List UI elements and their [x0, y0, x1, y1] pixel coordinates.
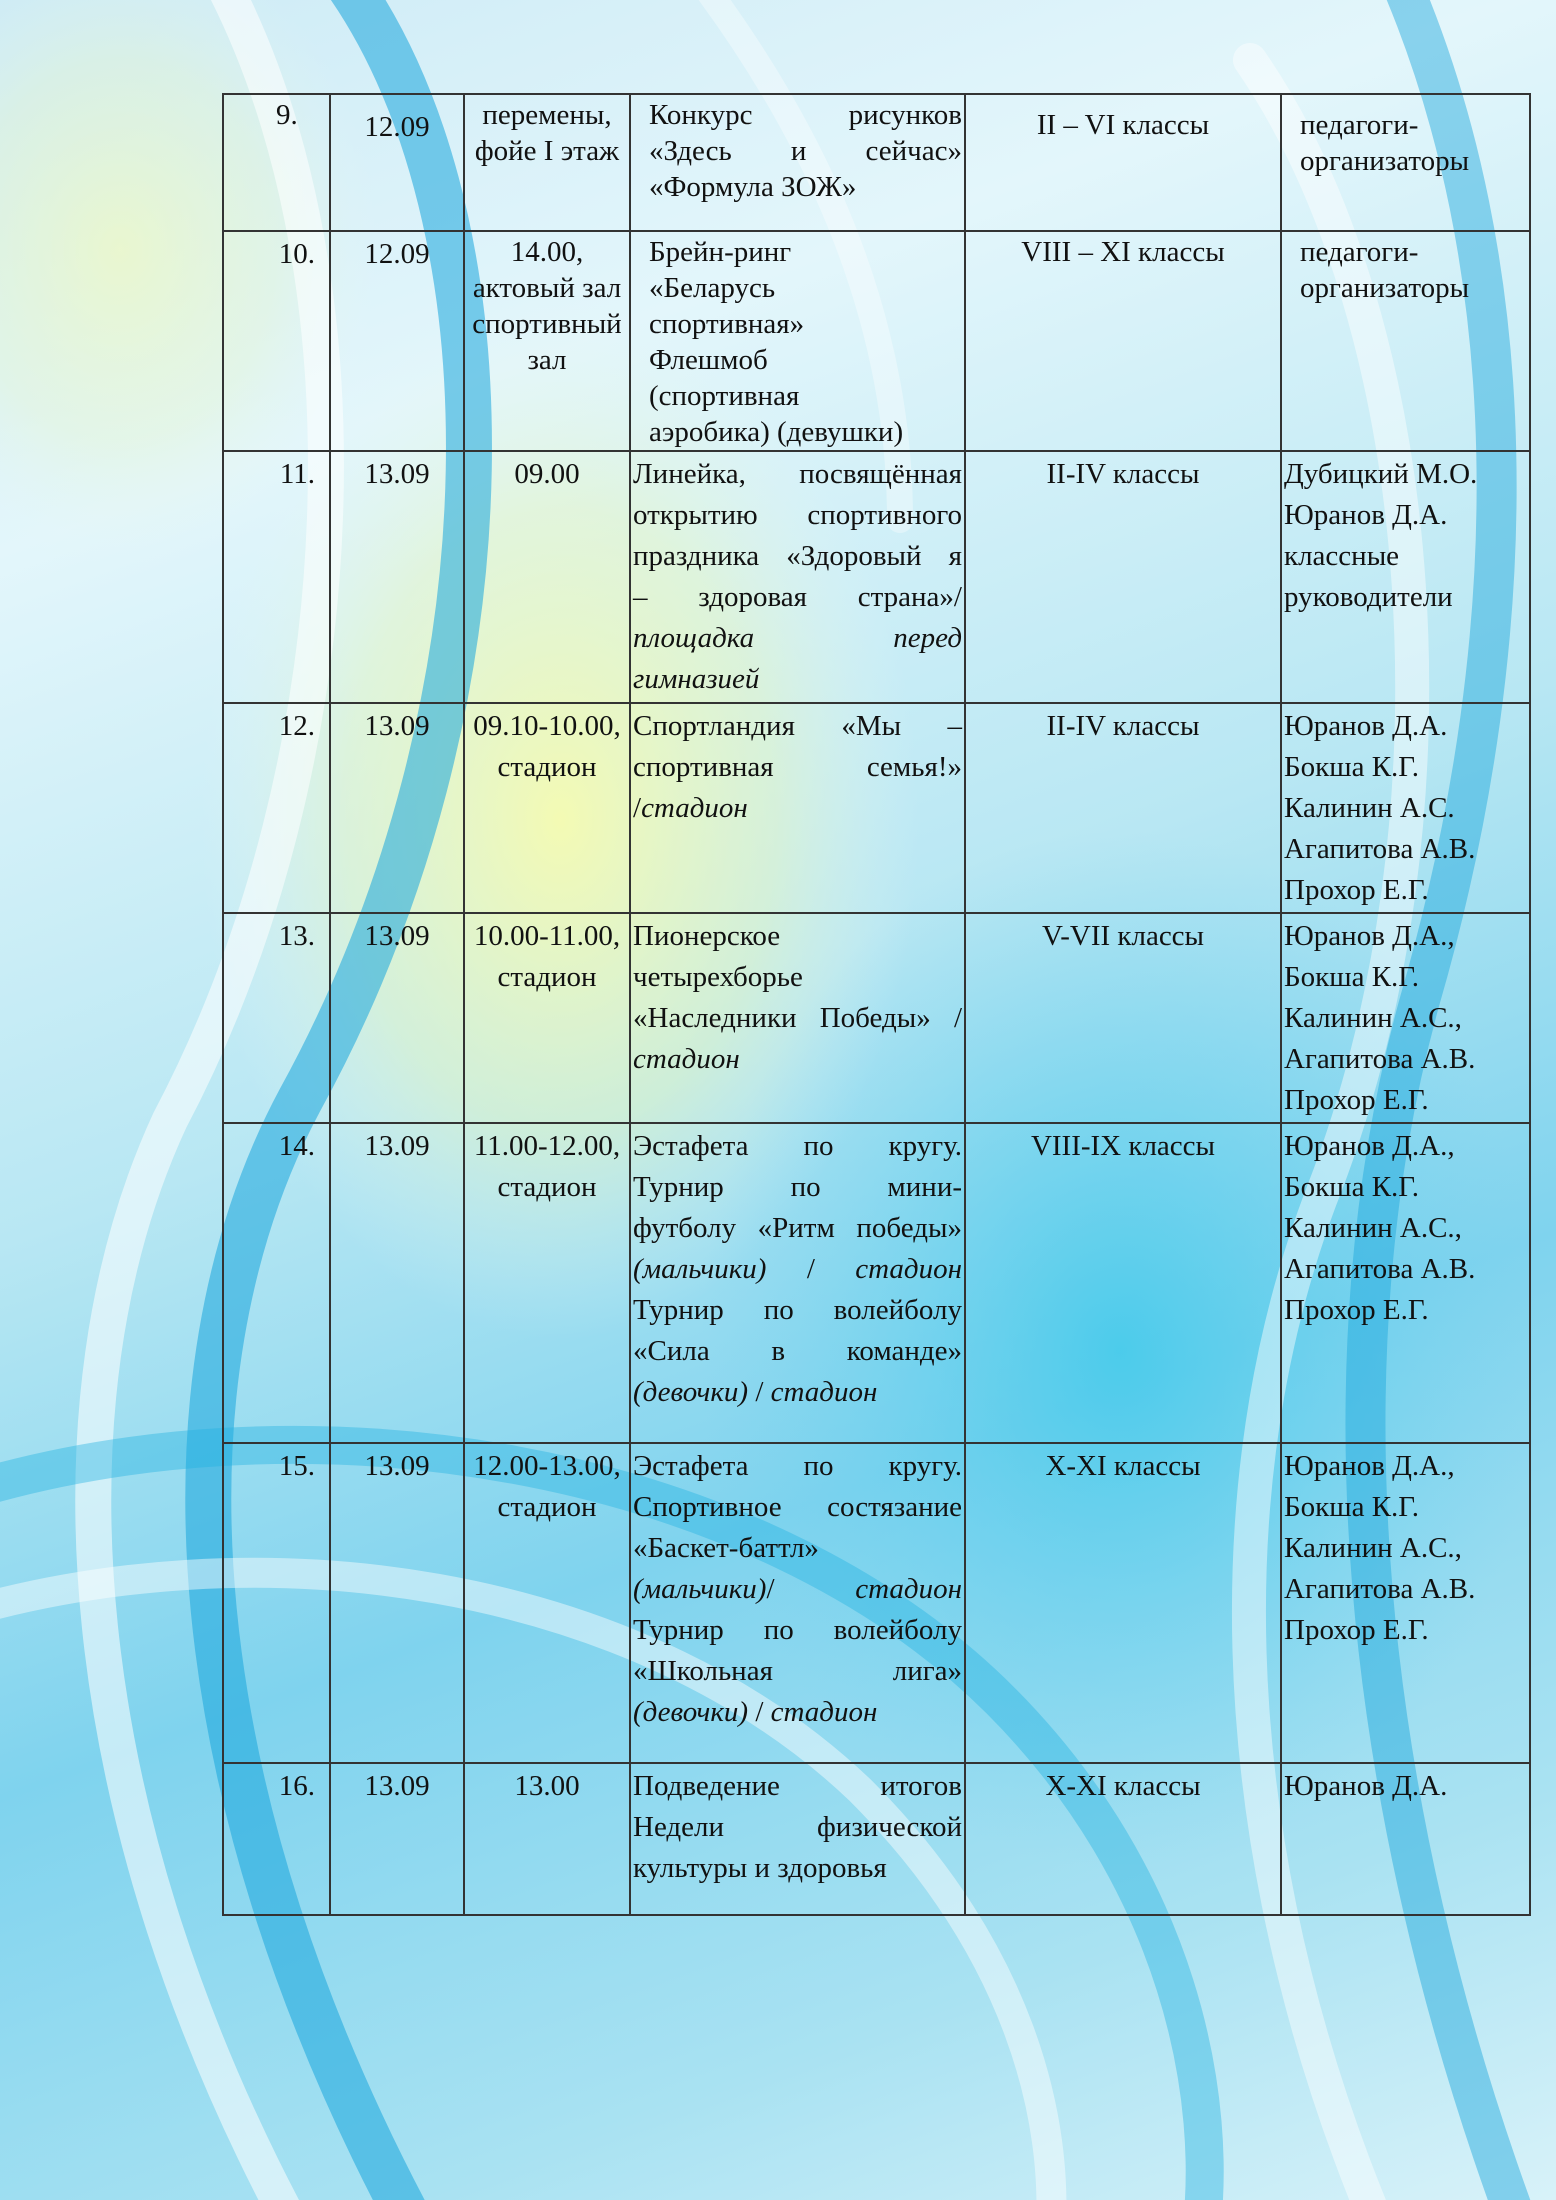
- event-line: [633, 1446, 962, 1487]
- responsible-line: Бокша К.Г.: [1284, 1171, 1420, 1203]
- event-line: [649, 306, 962, 342]
- table-row: [223, 231, 1530, 451]
- event-line: [649, 270, 962, 306]
- responsible-line: Прохор Е.Г.: [1284, 874, 1429, 906]
- responsible-line: Калинин А.С.,: [1284, 1212, 1462, 1244]
- event-line: [633, 454, 962, 495]
- target-classes: X-XI классы: [965, 1443, 1281, 1763]
- responsible-line: Агапитова А.В.: [1284, 833, 1476, 865]
- event-line: [633, 1290, 962, 1331]
- responsible-persons: [1281, 451, 1530, 703]
- event-text: /: [766, 1253, 856, 1285]
- event-line: [633, 1848, 962, 1889]
- event-text: Флешмоб: [649, 344, 768, 376]
- event-text: Турнир по мини-: [633, 1171, 962, 1203]
- event-text: «Сила в команде»: [633, 1335, 962, 1367]
- event-time-place: [464, 94, 630, 231]
- time-place-line: 09.00: [514, 458, 580, 490]
- responsible-line: Юранов Д.А.: [1284, 710, 1448, 742]
- event-description: [630, 231, 965, 451]
- event-line: [649, 342, 962, 378]
- event-text: Недели физической: [633, 1811, 962, 1843]
- event-line: [649, 97, 962, 133]
- event-text: стадион: [641, 792, 748, 824]
- event-description: [630, 1763, 965, 1915]
- responsible-line: Бокша К.Г.: [1284, 961, 1420, 993]
- responsible-line: Юранов Д.А.,: [1284, 920, 1455, 952]
- row-number: 11.: [223, 451, 330, 703]
- event-time-place: [464, 231, 630, 451]
- event-text: Брейн-ринг: [649, 236, 792, 268]
- event-text: Турнир по волейболу: [633, 1614, 962, 1646]
- time-place-line: стадион: [497, 751, 597, 783]
- event-text: открытию спортивного: [633, 499, 962, 531]
- target-classes: V-VII классы: [965, 913, 1281, 1123]
- time-place-line: стадион: [497, 1171, 597, 1203]
- event-text: стадион: [633, 1043, 740, 1075]
- event-text: Конкурс рисунков: [649, 99, 962, 131]
- responsible-persons: [1281, 231, 1530, 451]
- event-text: спортивная семья!»: [633, 751, 962, 783]
- event-text: праздника «Здоровый я: [633, 540, 962, 572]
- event-text: «Здесь и сейчас»: [649, 135, 962, 167]
- target-classes: II-IV классы: [965, 451, 1281, 703]
- event-description: [630, 703, 965, 913]
- responsible-line: Бокша К.Г.: [1284, 1491, 1420, 1523]
- event-line: [633, 706, 962, 747]
- event-text: (мальчики): [633, 1253, 767, 1285]
- row-number: 13.: [223, 913, 330, 1123]
- event-line: [633, 1569, 962, 1610]
- event-text: Пионерское: [633, 920, 781, 952]
- event-line: [633, 957, 962, 998]
- event-text: /: [748, 1376, 771, 1408]
- event-line: [633, 1331, 962, 1372]
- event-text: (спортивная: [649, 380, 800, 412]
- target-classes: II-IV классы: [965, 703, 1281, 913]
- table-body: [223, 94, 1530, 1915]
- event-time-place: [464, 451, 630, 703]
- event-time-place: [464, 1763, 630, 1915]
- responsible-line: организаторы: [1300, 272, 1470, 304]
- responsible-line: Прохор Е.Г.: [1284, 1084, 1429, 1116]
- event-time-place: [464, 913, 630, 1123]
- event-text: культуры и здоровья: [633, 1852, 887, 1884]
- event-text: (девочки): [633, 1376, 749, 1408]
- responsible-line: Прохор Е.Г.: [1284, 1294, 1429, 1326]
- responsible-line: педагоги-: [1300, 236, 1419, 268]
- table-row: [223, 451, 1530, 703]
- time-place-line: 11.00-12.00,: [473, 1130, 621, 1162]
- time-place-line: 13.00: [514, 1770, 580, 1802]
- event-text: (девочки): [633, 1696, 749, 1728]
- event-line: [649, 133, 962, 169]
- event-line: [633, 1167, 962, 1208]
- event-text: «Беларусь: [649, 272, 776, 304]
- table-row: [223, 94, 1530, 231]
- event-date: 13.09: [330, 703, 464, 913]
- responsible-line: Калинин А.С.,: [1284, 1002, 1462, 1034]
- event-text: Подведение итогов: [633, 1770, 962, 1802]
- event-line: [633, 495, 962, 536]
- responsible-line: классные: [1284, 540, 1400, 572]
- event-text: аэробика) (девушки): [649, 416, 904, 448]
- row-number: 12.: [223, 703, 330, 913]
- target-classes: X-XI классы: [965, 1763, 1281, 1915]
- event-text: спортивная»: [649, 308, 805, 340]
- event-time-place: [464, 703, 630, 913]
- time-place-line: 12.00-13.00,: [473, 1450, 621, 1482]
- event-text: «Наследники Победы» /: [633, 1002, 962, 1034]
- responsible-line: Бокша К.Г.: [1284, 751, 1420, 783]
- event-line: [633, 536, 962, 577]
- event-text: гимназией: [633, 663, 760, 695]
- time-place-line: стадион: [497, 961, 597, 993]
- event-text: четырехборье: [633, 961, 803, 993]
- target-classes: VIII – XI классы: [965, 231, 1281, 451]
- responsible-line: Юранов Д.А.: [1284, 499, 1448, 531]
- responsible-persons: [1281, 703, 1530, 913]
- responsible-line: Агапитова А.В.: [1284, 1573, 1476, 1605]
- event-description: [630, 913, 965, 1123]
- time-place-line: зал: [527, 344, 567, 376]
- event-line: [649, 378, 962, 414]
- event-line: [633, 747, 962, 788]
- event-date: 13.09: [330, 913, 464, 1123]
- time-place-line: перемены,: [482, 99, 612, 131]
- event-line: [649, 169, 962, 205]
- event-text: стадион: [855, 1573, 962, 1605]
- table-row: [223, 1123, 1530, 1443]
- event-description: [630, 1123, 965, 1443]
- event-line: [633, 1487, 962, 1528]
- event-line: [633, 916, 962, 957]
- table-row: [223, 913, 1530, 1123]
- responsible-line: педагоги-: [1300, 109, 1419, 141]
- table-row: [223, 703, 1530, 913]
- row-number: 10.: [223, 231, 330, 451]
- event-time-place: [464, 1443, 630, 1763]
- event-text: «Баскет-баттл»: [633, 1532, 819, 1564]
- event-text: стадион: [770, 1376, 878, 1408]
- event-line: [633, 1039, 962, 1080]
- time-place-line: 09.10-10.00,: [473, 710, 621, 742]
- event-text: «Школьная лига»: [633, 1655, 962, 1687]
- event-text: – здоровая страна»/: [633, 581, 962, 613]
- target-classes: II – VI классы: [965, 94, 1281, 231]
- event-text: «Формула ЗОЖ»: [649, 171, 857, 203]
- event-line: [633, 1651, 962, 1692]
- event-line: [633, 1528, 962, 1569]
- event-line: [633, 1807, 962, 1848]
- target-classes: VIII-IX классы: [965, 1123, 1281, 1443]
- event-text: Эстафета по кругу.: [633, 1450, 962, 1482]
- event-line: [633, 788, 962, 829]
- event-text: площадка перед: [633, 622, 962, 654]
- event-line: [633, 1249, 962, 1290]
- event-text: стадион: [855, 1253, 962, 1285]
- event-line: [633, 1692, 962, 1733]
- event-description: [630, 94, 965, 231]
- event-text: /: [766, 1573, 856, 1605]
- event-text: (мальчики): [633, 1573, 767, 1605]
- event-text: стадион: [770, 1696, 878, 1728]
- responsible-line: организаторы: [1300, 145, 1470, 177]
- event-text: Турнир по волейболу: [633, 1294, 962, 1326]
- responsible-persons: [1281, 94, 1530, 231]
- event-text: Спортивное состязание: [633, 1491, 962, 1523]
- event-date: 12.09: [330, 231, 464, 451]
- table-row: [223, 1763, 1530, 1915]
- event-line: [649, 414, 962, 450]
- event-text: футболу «Ритм победы»: [633, 1212, 962, 1244]
- event-line: [633, 659, 962, 700]
- row-number: 14.: [223, 1123, 330, 1443]
- event-text: /: [633, 792, 642, 824]
- responsible-line: руководители: [1284, 581, 1453, 613]
- event-text: Спортландия «Мы –: [633, 710, 962, 742]
- event-line: [633, 1208, 962, 1249]
- event-date: 13.09: [330, 451, 464, 703]
- event-line: [633, 1372, 962, 1413]
- row-number: 9.: [223, 94, 330, 231]
- event-text: Линейка, посвящённая: [633, 458, 962, 490]
- time-place-line: 14.00,: [510, 236, 584, 268]
- responsible-line: Юранов Д.А.,: [1284, 1130, 1455, 1162]
- table-row: [223, 1443, 1530, 1763]
- responsible-line: Юранов Д.А.: [1284, 1770, 1448, 1802]
- event-date: 12.09: [330, 94, 464, 231]
- event-text: /: [748, 1696, 771, 1728]
- time-place-line: 10.00-11.00,: [473, 920, 621, 952]
- responsible-line: Прохор Е.Г.: [1284, 1614, 1429, 1646]
- event-line: [633, 1610, 962, 1651]
- event-line: [633, 618, 962, 659]
- time-place-line: спортивный: [472, 308, 622, 340]
- event-line: [633, 1126, 962, 1167]
- responsible-line: Агапитова А.В.: [1284, 1253, 1476, 1285]
- event-text: Эстафета по кругу.: [633, 1130, 962, 1162]
- event-date: 13.09: [330, 1443, 464, 1763]
- responsible-persons: [1281, 913, 1530, 1123]
- events-table: [222, 93, 1531, 1916]
- time-place-line: фойе I этаж: [474, 135, 620, 167]
- time-place-line: актовый зал: [472, 272, 622, 304]
- responsible-line: Калинин А.С.,: [1284, 1532, 1462, 1564]
- responsible-line: Юранов Д.А.,: [1284, 1450, 1455, 1482]
- responsible-persons: [1281, 1123, 1530, 1443]
- event-date: 13.09: [330, 1123, 464, 1443]
- row-number: 15.: [223, 1443, 330, 1763]
- event-date: 13.09: [330, 1763, 464, 1915]
- responsible-persons: [1281, 1443, 1530, 1763]
- responsible-line: Дубицкий М.О.: [1284, 458, 1478, 490]
- time-place-line: стадион: [497, 1491, 597, 1523]
- event-description: [630, 1443, 965, 1763]
- event-line: [649, 234, 962, 270]
- responsible-line: Агапитова А.В.: [1284, 1043, 1476, 1075]
- row-number: 16.: [223, 1763, 330, 1915]
- responsible-line: Калинин А.С.: [1284, 792, 1455, 824]
- event-description: [630, 451, 965, 703]
- event-line: [633, 577, 962, 618]
- event-line: [633, 1766, 962, 1807]
- event-time-place: [464, 1123, 630, 1443]
- event-line: [633, 998, 962, 1039]
- responsible-persons: [1281, 1763, 1530, 1915]
